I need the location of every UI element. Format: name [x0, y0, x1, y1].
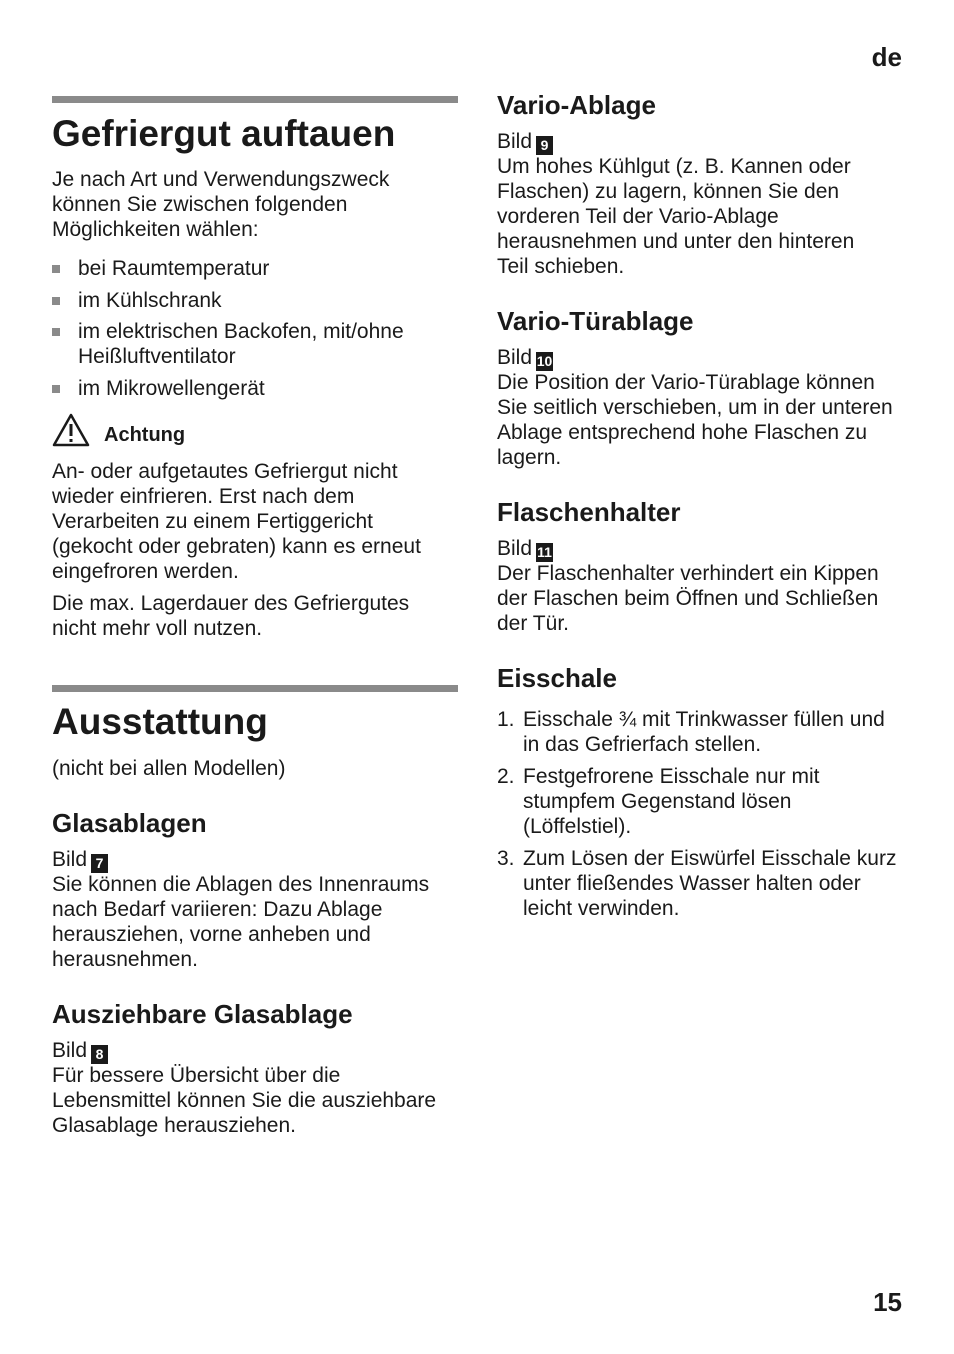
body-text: Der Flaschenhalter verhindert ein Kippen der Flaschen beim Öffnen und Schließen der Tür.: [497, 562, 879, 635]
heading-eisschale: Eisschale: [497, 663, 617, 693]
figure-number-badge: 10: [536, 353, 553, 369]
warning-text: An- oder aufgetautes Gefriergut nicht wieder einfrieren. Erst nach dem Verarbeiten zu einem Fertiggericht (gekocht oder gebraten) kann es erneut eingefroren werden.: [52, 460, 421, 583]
warning-header: [52, 413, 252, 449]
list-item: 3. Zum Lösen der Eiswürfel Eisschale kurz unter fließendes Wasser halten oder leicht verwinden.: [497, 847, 897, 920]
bullet-square-icon: [52, 385, 60, 393]
figure-number-badge: 9: [536, 136, 553, 155]
section-title-gefriergut: Gefriergut auftauen: [52, 113, 396, 154]
figure-number-badge: 7: [91, 854, 108, 873]
warning-label: Achtung: [104, 424, 186, 446]
section-rule: [52, 685, 458, 692]
heading-flaschenhalter: Flaschenhalter: [497, 497, 681, 527]
figure-reference: Bild 9: [497, 129, 902, 155]
language-code: de: [871, 42, 902, 72]
figure-number-badge: 11: [537, 544, 552, 560]
bullet-square-icon: [52, 328, 60, 336]
figure-reference: Bild 10: [497, 346, 553, 369]
list-item: 2. Festgefrorene Eisschale nur mit stumpfem Gegenstand lösen (Löffelstiel).: [497, 765, 820, 838]
body-text: Für bessere Übersicht über die Lebensmittel können Sie die ausziehbare Glasablage herausziehen.: [52, 1064, 437, 1137]
figure-reference: Bild 11: [497, 537, 552, 560]
intro-text: Je nach Art und Verwendungszweck können Sie zwischen folgenden Möglichkeiten wählen:: [52, 168, 390, 241]
heading-glasablagen: Glasablagen: [52, 808, 207, 838]
section-subtitle: (nicht bei allen Modellen): [52, 757, 286, 780]
section-rule: [52, 96, 458, 103]
figure-number-badge: 8: [91, 1045, 108, 1064]
section-title-ausstattung: Ausstattung: [52, 701, 268, 742]
heading-ausziehbare-glasablage: Ausziehbare Glasablage: [52, 999, 353, 1029]
figure-reference: Bild 7: [52, 847, 462, 873]
warning-triangle-icon: [52, 413, 90, 447]
list-item: 1. Eisschale ¾ mit Trinkwasser füllen und in das Gefrierfach stellen.: [497, 708, 885, 756]
note-text: Die max. Lagerdauer des Gefriergutes nicht mehr voll nutzen.: [52, 592, 410, 640]
heading-vario-tuerablage: Vario-Türablage: [497, 306, 694, 336]
bullet-square-icon: [52, 297, 60, 305]
page-number: 15: [873, 1287, 902, 1317]
body-text: Die Position der Vario-Türablage können Sie seitlich verschieben, um in der unteren Ablage entsprechend hohe Flaschen zu lagern.: [497, 371, 893, 469]
figure-reference: Bild 8: [52, 1038, 462, 1064]
body-text: Um hohes Kühlgut (z. B. Kannen oder Flaschen) zu lagern, können Sie den vorderen Teil der Vario-Ablage herausnehmen und unter den hinteren Teil schieben.: [497, 155, 855, 278]
bullet-square-icon: [52, 265, 60, 273]
heading-vario-ablage: Vario-Ablage: [497, 90, 656, 120]
body-text: Sie können die Ablagen des Innenraums nach Bedarf variieren: Dazu Ablage herausziehen, vorne anheben und herausnehmen.: [52, 873, 430, 971]
